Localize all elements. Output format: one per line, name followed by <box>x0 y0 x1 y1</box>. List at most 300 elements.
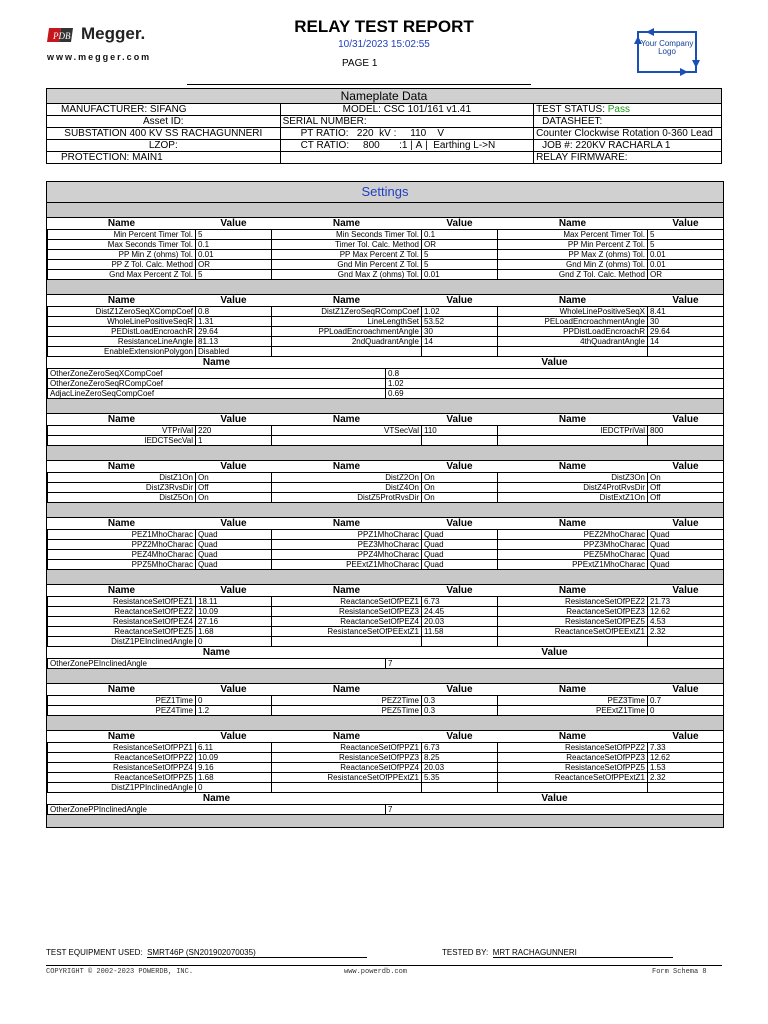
column-header-name: Name <box>498 414 648 426</box>
substation: SUBSTATION 400 KV SS RACHAGUNNERI <box>47 128 281 140</box>
settings-grid <box>47 731 724 793</box>
manufacturer: MANUFACTURER: SIFANG <box>47 104 281 116</box>
setting-name: Gnd Z Tol. Calc. Method <box>498 270 648 280</box>
setting-value: Quad <box>422 530 498 540</box>
setting-value <box>648 347 724 357</box>
setting-value: 5.35 <box>422 773 498 783</box>
column-header-name: Name <box>498 218 648 230</box>
column-header-name: Name <box>48 295 196 307</box>
setting-value: 0.01 <box>648 260 724 270</box>
setting-value: 5 <box>422 260 498 270</box>
setting-name: DistExtZ1On <box>498 493 648 503</box>
setting-value: 5 <box>648 230 724 240</box>
table-row <box>48 607 724 617</box>
setting-name: PPLoadEncroachmentAngle <box>272 327 422 337</box>
column-header-name: Name <box>272 731 422 743</box>
setting-name: ReactanceSetOfPEZ1 <box>272 597 422 607</box>
setting-value: 1.31 <box>196 317 272 327</box>
settings-grid <box>47 684 724 716</box>
table-row <box>48 483 724 493</box>
setting-value: 0.01 <box>422 270 498 280</box>
setting-name: PPDistLoadEncroachR <box>498 327 648 337</box>
column-header-name: Name <box>272 684 422 696</box>
form-schema: Form Schema 8 <box>652 968 707 976</box>
table-row <box>48 426 724 436</box>
setting-value: 7 <box>386 659 724 669</box>
setting-value: 1.02 <box>422 307 498 317</box>
column-header-name: Name <box>272 461 422 473</box>
setting-value <box>422 347 498 357</box>
table-row <box>48 773 724 783</box>
column-header-name: Name <box>48 357 386 369</box>
setting-value: 6.73 <box>422 597 498 607</box>
setting-name: WholeLinePositiveSeqR <box>48 317 196 327</box>
setting-name: OtherZoneZeroSeqXCompCoef <box>48 369 386 379</box>
setting-name: DistZ4On <box>272 483 422 493</box>
setting-name: DistZ4ProtRvsDir <box>498 483 648 493</box>
setting-name <box>272 783 422 793</box>
column-header-value: Value <box>422 461 498 473</box>
table-row <box>48 436 724 446</box>
setting-value: 220 <box>196 426 272 436</box>
settings-group-spacer <box>47 669 723 684</box>
setting-value: OR <box>196 260 272 270</box>
setting-value: 9.16 <box>196 763 272 773</box>
setting-value: 0.1 <box>196 240 272 250</box>
setting-name: OtherZonePEInclinedAngle <box>48 659 386 669</box>
setting-name: ReactanceSetOfPPExtZ1 <box>498 773 648 783</box>
table-row <box>48 550 724 560</box>
setting-name: ReactanceSetOfPEZ4 <box>272 617 422 627</box>
setting-name: PEZ2Time <box>272 696 422 706</box>
setting-value: 18.11 <box>196 597 272 607</box>
column-header-value: Value <box>648 218 724 230</box>
setting-value: 53.52 <box>422 317 498 327</box>
settings-extra-grid <box>47 793 724 815</box>
table-row <box>48 763 724 773</box>
setting-value <box>648 436 724 446</box>
ct-ratio: CT RATIO: 800 :1 | A | Earthing L->N <box>280 140 534 152</box>
table-row <box>48 783 724 793</box>
job-number: JOB #: 220KV RACHARLA 1 <box>534 140 722 152</box>
setting-value: 0 <box>648 706 724 716</box>
setting-name: DistZ3On <box>498 473 648 483</box>
setting-value: 0.7 <box>648 696 724 706</box>
setting-value: 7.33 <box>648 743 724 753</box>
setting-name: PP Z Tol. Calc. Method <box>48 260 196 270</box>
column-header-name: Name <box>48 414 196 426</box>
setting-value: Quad <box>422 540 498 550</box>
setting-name: DistZ1ZeroSeqXCompCoef <box>48 307 196 317</box>
table-row <box>48 270 724 280</box>
table-row <box>48 317 724 327</box>
setting-value: Disabled <box>196 347 272 357</box>
table-row <box>48 696 724 706</box>
setting-value: 0.8 <box>196 307 272 317</box>
table-row <box>48 473 724 483</box>
setting-name: Timer Tol. Calc. Method <box>272 240 422 250</box>
setting-value: 5 <box>196 270 272 280</box>
settings-group-spacer <box>47 503 723 518</box>
setting-value: On <box>422 483 498 493</box>
setting-value: 12.62 <box>648 753 724 763</box>
setting-name: PEExtZ1Time <box>498 706 648 716</box>
settings-group-spacer <box>47 716 723 731</box>
setting-name: DistZ1PPInclinedAngle <box>48 783 196 793</box>
setting-value: 1.68 <box>196 773 272 783</box>
table-row <box>48 240 724 250</box>
setting-name: 4thQuadrantAngle <box>498 337 648 347</box>
setting-value: Off <box>648 483 724 493</box>
column-header-value: Value <box>422 414 498 426</box>
setting-value: Off <box>196 483 272 493</box>
column-header-value: Value <box>196 461 272 473</box>
setting-value: 27.16 <box>196 617 272 627</box>
setting-name: ReactanceSetOfPPZ3 <box>498 753 648 763</box>
table-row <box>48 260 724 270</box>
report-header <box>0 0 768 84</box>
header-divider <box>187 84 531 85</box>
setting-name: Min Seconds Timer Tol. <box>272 230 422 240</box>
setting-name: ResistanceSetOfPEZ5 <box>498 617 648 627</box>
table-row <box>48 250 724 260</box>
setting-name: ResistanceSetOfPEZ1 <box>48 597 196 607</box>
settings-title: Settings <box>47 182 723 203</box>
settings-grid <box>47 218 724 280</box>
column-header-name: Name <box>498 518 648 530</box>
column-header-name: Name <box>48 647 386 659</box>
column-header-value: Value <box>422 585 498 597</box>
column-header-value: Value <box>196 518 272 530</box>
setting-value <box>422 436 498 446</box>
setting-name: Gnd Min Percent Z Tol. <box>272 260 422 270</box>
setting-name <box>272 637 422 647</box>
column-header-value: Value <box>648 461 724 473</box>
setting-name: ReactanceSetOfPPZ5 <box>48 773 196 783</box>
setting-name <box>498 637 648 647</box>
setting-value: OR <box>648 270 724 280</box>
datasheet: DATASHEET: <box>534 116 722 128</box>
table-row <box>48 597 724 607</box>
table-row <box>48 337 724 347</box>
column-header-name: Name <box>498 731 648 743</box>
model: MODEL: CSC 101/161 v1.41 <box>280 104 534 116</box>
setting-value: 2.32 <box>648 773 724 783</box>
setting-name: PEZ3MhoCharac <box>272 540 422 550</box>
setting-name: PPZ2MhoCharac <box>48 540 196 550</box>
setting-name: PPZ1MhoCharac <box>272 530 422 540</box>
setting-name: Max Percent Timer Tol. <box>498 230 648 240</box>
table-row <box>48 369 724 379</box>
setting-value: Quad <box>648 560 724 570</box>
setting-value: 20.03 <box>422 763 498 773</box>
setting-name: PPExtZ1MhoCharac <box>498 560 648 570</box>
column-header-value: Value <box>386 357 724 369</box>
table-row <box>48 706 724 716</box>
svg-text:PDB: PDB <box>53 31 71 41</box>
column-header-name: Name <box>48 585 196 597</box>
setting-value: 12.62 <box>648 607 724 617</box>
column-header-name: Name <box>498 461 648 473</box>
setting-value: 2.32 <box>648 627 724 637</box>
setting-value: 11.58 <box>422 627 498 637</box>
setting-name: Gnd Max Z (ohms) Tol. <box>272 270 422 280</box>
tested-by: TESTED BY: MRT RACHAGUNNERI <box>442 948 673 958</box>
setting-name: PELoadEncroachmentAngle <box>498 317 648 327</box>
setting-value: On <box>648 473 724 483</box>
setting-value: 0 <box>196 696 272 706</box>
column-header-name: Name <box>272 414 422 426</box>
nameplate-title: Nameplate Data <box>47 89 722 104</box>
table-row <box>48 560 724 570</box>
setting-name: PEZ4MhoCharac <box>48 550 196 560</box>
table-row <box>48 389 724 399</box>
table-row <box>48 753 724 763</box>
column-header-value: Value <box>196 414 272 426</box>
setting-name: Min Percent Timer Tol. <box>48 230 196 240</box>
column-header-value: Value <box>196 585 272 597</box>
setting-value: Quad <box>648 550 724 560</box>
setting-name: PEZ4Time <box>48 706 196 716</box>
setting-value: 24.45 <box>422 607 498 617</box>
setting-value: 1 <box>196 436 272 446</box>
setting-name: DistZ2On <box>272 473 422 483</box>
setting-name: Max Seconds Timer Tol. <box>48 240 196 250</box>
table-row <box>48 637 724 647</box>
setting-value: 0.69 <box>386 389 724 399</box>
company-logo-text: Your Company Logo <box>640 39 694 56</box>
column-header-value: Value <box>648 585 724 597</box>
setting-value: 30 <box>648 317 724 327</box>
setting-value <box>422 637 498 647</box>
table-row <box>48 347 724 357</box>
tested-by-value: MRT RACHAGUNNERI <box>493 948 673 958</box>
setting-name: ResistanceSetOfPPZ4 <box>48 763 196 773</box>
column-header-name: Name <box>498 585 648 597</box>
setting-name: ReactanceSetOfPPZ2 <box>48 753 196 763</box>
setting-value: 6.11 <box>196 743 272 753</box>
asset-id: Asset ID: <box>47 116 281 128</box>
setting-name: ReactanceSetOfPEZ2 <box>48 607 196 617</box>
setting-name: OtherZoneZeroSeqRCompCoef <box>48 379 386 389</box>
setting-name <box>272 347 422 357</box>
setting-value: 110 <box>422 426 498 436</box>
setting-name: ResistanceSetOfPPZ2 <box>498 743 648 753</box>
table-row <box>48 327 724 337</box>
setting-value: 800 <box>648 426 724 436</box>
column-header-name: Name <box>48 684 196 696</box>
settings-groups <box>47 203 723 827</box>
setting-name: PEZ2MhoCharac <box>498 530 648 540</box>
setting-name: ResistanceSetOfPEZ2 <box>498 597 648 607</box>
setting-name: VTPriVal <box>48 426 196 436</box>
setting-value: 14 <box>422 337 498 347</box>
setting-value: 7 <box>386 805 724 815</box>
nameplate-empty <box>280 152 534 164</box>
setting-value: 14 <box>648 337 724 347</box>
setting-name <box>498 436 648 446</box>
column-header-value: Value <box>196 295 272 307</box>
setting-value: 30 <box>422 327 498 337</box>
table-row <box>48 379 724 389</box>
column-header-name: Name <box>498 295 648 307</box>
setting-value: 1.68 <box>196 627 272 637</box>
setting-name: ResistanceSetOfPEZ4 <box>48 617 196 627</box>
settings-grid <box>47 518 724 570</box>
setting-value: 0.01 <box>196 250 272 260</box>
setting-value: 0.01 <box>648 250 724 260</box>
report-title: RELAY TEST REPORT <box>294 17 474 36</box>
setting-value: 29.64 <box>648 327 724 337</box>
setting-name: IEDCTPriVal <box>498 426 648 436</box>
setting-name: ResistanceSetOfPPExtZ1 <box>272 773 422 783</box>
setting-name: ResistanceLineAngle <box>48 337 196 347</box>
footer-url: www.powerdb.com <box>344 968 408 976</box>
setting-value: 5 <box>422 250 498 260</box>
setting-value: Quad <box>196 530 272 540</box>
setting-name: ReactanceSetOfPEZ3 <box>498 607 648 617</box>
setting-value: Quad <box>196 540 272 550</box>
setting-value: 5 <box>196 230 272 240</box>
setting-value <box>648 783 724 793</box>
setting-name: PP Min Z (ohms) Tol. <box>48 250 196 260</box>
setting-value <box>648 637 724 647</box>
setting-value: On <box>422 473 498 483</box>
setting-value: 5 <box>648 240 724 250</box>
column-header-value: Value <box>422 518 498 530</box>
setting-name: DistZ1PEInclinedAngle <box>48 637 196 647</box>
column-header-value: Value <box>386 793 724 805</box>
setting-name: PEZ5MhoCharac <box>498 550 648 560</box>
table-row <box>48 530 724 540</box>
copyright: COPYRIGHT © 2002-2023 POWERDB, INC. <box>46 968 194 976</box>
column-header-value: Value <box>648 414 724 426</box>
setting-value: 4.53 <box>648 617 724 627</box>
setting-name: OtherZonePPInclinedAngle <box>48 805 386 815</box>
setting-value: 6.73 <box>422 743 498 753</box>
setting-name: PP Max Percent Z Tol. <box>272 250 422 260</box>
setting-value: 1.02 <box>386 379 724 389</box>
setting-name: ResistanceSetOfPPZ3 <box>272 753 422 763</box>
setting-value: Quad <box>422 560 498 570</box>
page-number: PAGE 1 <box>342 58 378 69</box>
company-logo <box>632 26 702 78</box>
test-status: TEST STATUS: Pass <box>534 104 722 116</box>
settings-extra-grid <box>47 357 724 399</box>
setting-value: 0 <box>196 637 272 647</box>
settings-grid <box>47 585 724 647</box>
column-header-name: Name <box>48 793 386 805</box>
settings-grid <box>47 461 724 503</box>
column-header-name: Name <box>48 218 196 230</box>
setting-value: 0.1 <box>422 230 498 240</box>
setting-value: Quad <box>422 550 498 560</box>
setting-name: ResistanceSetOfPPZ1 <box>48 743 196 753</box>
setting-name: 2ndQuadrantAngle <box>272 337 422 347</box>
equipment-value: SMRT46P (SN201902070035) <box>147 948 367 958</box>
column-header-value: Value <box>648 518 724 530</box>
setting-name: PP Min Percent Z Tol. <box>498 240 648 250</box>
column-header-value: Value <box>648 684 724 696</box>
settings-group-spacer <box>47 280 723 295</box>
setting-value: 0.8 <box>386 369 724 379</box>
settings-group-spacer <box>47 570 723 585</box>
column-header-value: Value <box>422 218 498 230</box>
setting-name: PEDistLoadEncroachR <box>48 327 196 337</box>
column-header-value: Value <box>648 731 724 743</box>
brand-url: www.megger.com <box>47 52 152 62</box>
setting-value: 1.2 <box>196 706 272 716</box>
setting-name: LineLengthSet <box>272 317 422 327</box>
column-header-name: Name <box>272 218 422 230</box>
column-header-name: Name <box>48 461 196 473</box>
setting-name: Gnd Min Z (ohms) Tol. <box>498 260 648 270</box>
setting-value: Quad <box>196 560 272 570</box>
report-timestamp: 10/31/2023 15:02:55 <box>338 39 430 50</box>
setting-name <box>498 783 648 793</box>
setting-name: ResistanceSetOfPEExtZ1 <box>272 627 422 637</box>
setting-value: 21.73 <box>648 597 724 607</box>
setting-name: DistZ3RvsDir <box>48 483 196 493</box>
column-header-name: Name <box>48 731 196 743</box>
setting-name: WholeLinePositiveSeqX <box>498 307 648 317</box>
setting-name: PEZ5Time <box>272 706 422 716</box>
setting-name: IEDCTSecVal <box>48 436 196 446</box>
setting-value: 29.64 <box>196 327 272 337</box>
settings-extra-grid <box>47 647 724 669</box>
column-header-value: Value <box>196 218 272 230</box>
setting-value: Quad <box>648 530 724 540</box>
setting-name: PPZ5MhoCharac <box>48 560 196 570</box>
setting-value <box>422 783 498 793</box>
setting-value: 10.09 <box>196 607 272 617</box>
setting-name: PEZ1Time <box>48 696 196 706</box>
column-header-value: Value <box>196 684 272 696</box>
setting-name: DistZ5On <box>48 493 196 503</box>
settings-section <box>46 181 724 828</box>
column-header-name: Name <box>272 518 422 530</box>
setting-value: 20.03 <box>422 617 498 627</box>
settings-group-spacer <box>47 815 723 827</box>
setting-name <box>272 436 422 446</box>
table-row <box>48 627 724 637</box>
column-header-value: Value <box>422 295 498 307</box>
setting-name: Gnd Max Percent Z Tol. <box>48 270 196 280</box>
setting-value: 0 <box>196 783 272 793</box>
table-row <box>48 659 724 669</box>
column-header-value: Value <box>196 731 272 743</box>
table-row <box>48 230 724 240</box>
setting-name: ResistanceSetOfPEZ3 <box>272 607 422 617</box>
settings-grid <box>47 295 724 357</box>
setting-name: ResistanceSetOfPPZ5 <box>498 763 648 773</box>
equipment-used: TEST EQUIPMENT USED: SMRT46P (SN201902070035) <box>46 948 367 958</box>
serial-number: SERIAL NUMBER: <box>280 116 534 128</box>
lzop: LZOP: <box>47 140 281 152</box>
settings-grid <box>47 414 724 446</box>
column-header-name: Name <box>272 295 422 307</box>
setting-name: AdjacLineZeroSeqCompCoef <box>48 389 386 399</box>
footer-divider <box>46 965 722 966</box>
setting-value: 8.25 <box>422 753 498 763</box>
setting-value: On <box>196 473 272 483</box>
table-row <box>48 805 724 815</box>
setting-value: 1.53 <box>648 763 724 773</box>
protection: PROTECTION: MAIN1 <box>47 152 281 164</box>
table-row <box>48 493 724 503</box>
settings-group-spacer <box>47 446 723 461</box>
test-status-value: Pass <box>607 104 630 115</box>
